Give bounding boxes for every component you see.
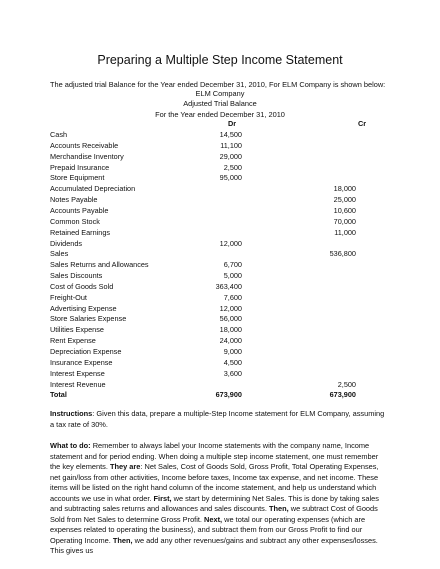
table-row: [50, 293, 390, 304]
table-row: [50, 141, 390, 152]
table-row: [50, 260, 390, 271]
debit-value: 18,000: [219, 325, 242, 335]
debit-value: 56,000: [219, 314, 242, 324]
account-name: Freight-Out: [50, 292, 87, 302]
account-name: Sales Discounts: [50, 271, 103, 281]
table-row: [50, 314, 390, 325]
debit-value: 14,500: [219, 130, 242, 139]
then-label-2: Then,: [112, 535, 133, 545]
debit-value: 5,000: [223, 271, 242, 281]
they-are-label: They are: [109, 462, 141, 471]
account-name: Dividends: [50, 238, 83, 248]
account-name: Insurance Expense: [50, 357, 113, 367]
credit-value: 2,500: [337, 379, 356, 389]
company-name: ELM Company: [195, 89, 245, 98]
account-name: Advertising Expense: [50, 303, 117, 313]
debit-value: 2,500: [223, 162, 242, 172]
first-label: First,: [153, 493, 172, 503]
account-name: Merchandise Inventory: [50, 151, 124, 161]
account-name: Store Salaries Expense: [50, 314, 127, 324]
debit-value: 7,600: [223, 292, 242, 302]
debit-value: 24,000: [219, 336, 242, 346]
table-row: [50, 358, 390, 369]
table-row: [50, 249, 390, 260]
report-period: For the Year ended December 31, 2010: [155, 110, 285, 119]
debit-value: 95,000: [219, 173, 242, 183]
table-row: [50, 195, 390, 206]
debit-value: 12,000: [219, 303, 242, 313]
credit-value: 18,000: [333, 184, 356, 194]
what-to-do-text-1: Remember to always label your Income statements with the company name, Income statement and for period ending. When doing a multiple step income statement, one must remember the key elements.: [50, 441, 379, 471]
account-name: Sales Returns and Allowances: [50, 260, 149, 270]
account-name: Store Equipment: [50, 173, 105, 183]
table-row: [50, 163, 390, 174]
cr-header: Cr: [358, 119, 367, 128]
instructions-text: : Given this data, prepare a multiple-Step Income statement for ELM Company, assuming a tax rate of 30%.: [50, 409, 385, 429]
table-row: [50, 282, 390, 293]
debit-value: 3,600: [223, 368, 242, 378]
what-to-do-text-6: we add any other revenues/gains and subtract any other expenses/losses. This gives us: [50, 535, 378, 555]
table-row: [50, 239, 390, 250]
table-row: [50, 173, 390, 184]
table-row: [50, 369, 390, 380]
table-row: [50, 184, 390, 195]
account-name: Common Stock: [50, 216, 100, 226]
total-debit: 673,900: [215, 390, 242, 400]
what-to-do-label: What to do:: [50, 441, 91, 450]
debit-value: 11,100: [220, 140, 242, 150]
intro-text: The adjusted trial Balance for the Year ended December 31, 2010, For ELM Company is shown below:: [50, 80, 386, 89]
what-to-do-text-4: we subtract Cost of Goods Sold from Net Sales to determine Gross Profit.: [50, 504, 378, 524]
account-name: Cash: [50, 130, 68, 139]
instructions-label: Instructions: [50, 409, 93, 418]
page-title: Preparing a Multiple Step Income Statement: [97, 53, 343, 67]
credit-value: 25,000: [333, 195, 356, 205]
account-name: Accounts Receivable: [50, 140, 119, 150]
account-name: Depreciation Expense: [50, 347, 122, 356]
credit-value: 10,600: [333, 205, 356, 215]
account-name: Interest Expense: [50, 368, 105, 378]
table-row: [50, 325, 390, 336]
what-to-do-paragraph: [50, 441, 390, 557]
what-to-do-text-5: we total our operating expenses (which are expenses related to operating the business), and subtract them from our Gross Profit to find our Operating Income.: [50, 514, 366, 545]
account-name: Rent Expense: [50, 336, 96, 346]
account-name: Retained Earnings: [50, 227, 111, 237]
table-row: [50, 228, 390, 239]
debit-value: 29,000: [219, 151, 242, 161]
credit-value: 536,800: [329, 249, 356, 259]
total-label: Total: [50, 390, 67, 400]
debit-value: 363,400: [215, 281, 242, 291]
what-to-do-text-3: we start by determining Net Sales. This is done by taking sales and subtracting sales returns and allowances and sales discounts.: [50, 493, 379, 513]
account-name: Prepaid Insurance: [50, 162, 110, 172]
table-row: [50, 336, 390, 347]
account-name: Sales: [50, 249, 69, 259]
table-row: [50, 271, 390, 282]
debit-value: 9,000: [223, 347, 242, 356]
next-label: Next,: [204, 514, 223, 524]
debit-value: 12,000: [219, 238, 242, 248]
account-name: Cost of Goods Sold: [50, 281, 114, 291]
account-name: Accounts Payable: [50, 205, 109, 215]
total-credit: 673,900: [329, 390, 356, 400]
credit-value: 11,000: [334, 227, 356, 237]
table-row: [50, 217, 390, 228]
account-name: Notes Payable: [50, 195, 98, 205]
account-name: Interest Revenue: [50, 379, 106, 389]
total-row: [50, 390, 390, 401]
credit-value: 70,000: [333, 216, 356, 226]
account-name: Accumulated Depreciation: [50, 184, 136, 194]
table-row: [50, 152, 390, 163]
table-row: [50, 206, 390, 217]
dr-header: Dr: [228, 119, 237, 128]
table-row: [50, 347, 390, 358]
table-row: [50, 380, 390, 391]
instructions-paragraph: [50, 409, 390, 430]
table-row: [50, 130, 390, 141]
report-heading: Adjusted Trial Balance: [183, 99, 257, 108]
debit-value: 4,500: [223, 357, 242, 367]
then-label-1: Then,: [268, 504, 289, 513]
debit-value: 6,700: [223, 260, 242, 270]
account-name: Utilities Expense: [50, 325, 104, 335]
table-row: [50, 304, 390, 315]
what-to-do-text-2: : Net Sales, Cost of Goods Sold, Gross Profit, Total Operating Expenses, net gain/loss from other activities, Income before taxes, Income tax expense, and net income. These items will be listed on the right hand column of the income statement, and help us understand which accounts we use in what order.: [50, 462, 379, 503]
